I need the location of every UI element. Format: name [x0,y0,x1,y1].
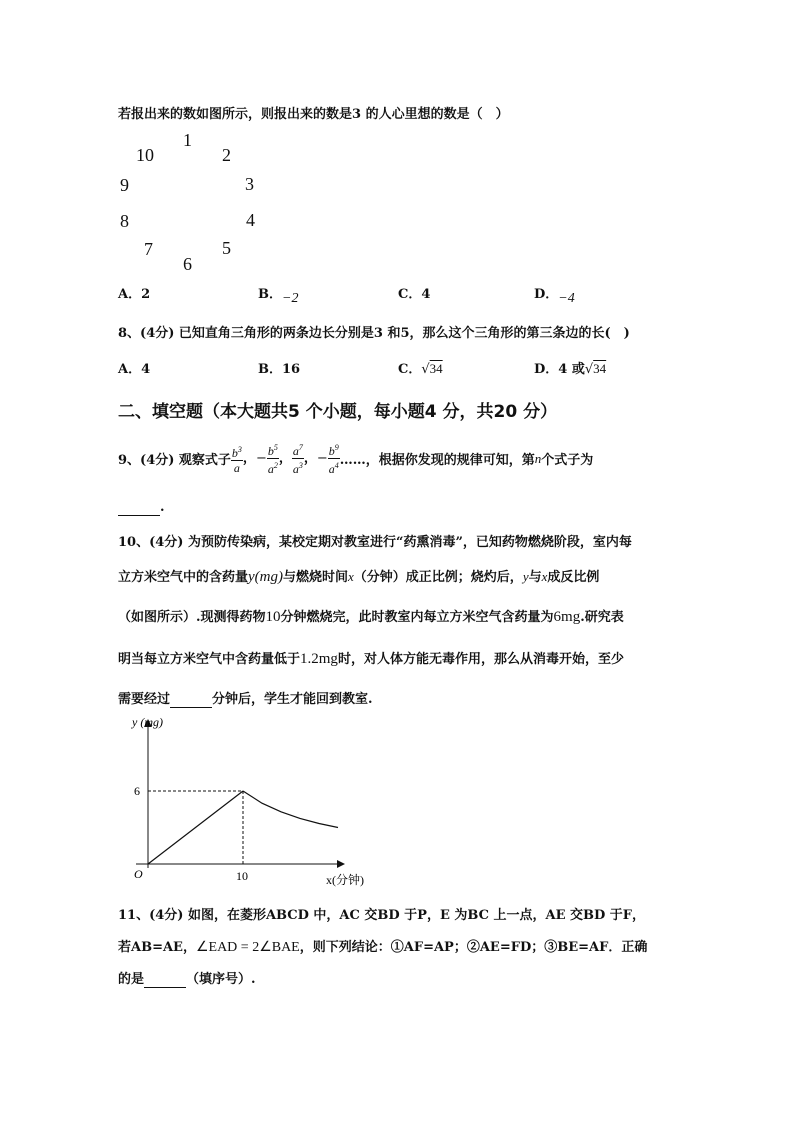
text: （填序号）. [186,972,256,987]
fraction: $\frac{b^5}{a^2}$ [267,443,278,476]
fraction: $\frac{a^7}{a^3}$ [292,443,303,476]
circle-number: 6 [183,254,192,274]
q8-stem: 8、(4分) 已知直角三角形的两条边长分别是3 和5，那么这个三角形的第三条边的长( ) [118,326,630,341]
q11-line3 [118,968,256,988]
option-label: C． [398,362,422,377]
circle-number: 9 [120,175,129,195]
x-axis-label: x(分钟) [326,873,364,887]
math: x [348,569,354,584]
text: .研究表 [580,610,624,625]
math: x [541,569,548,584]
circle-number: 8 [120,211,129,231]
q7-option-c[interactable]: C．4 [398,287,431,302]
text: 成反比例 [547,570,600,585]
q9-stem [118,441,593,476]
q8-option-a[interactable]: A．4 [118,362,151,377]
answer-blank[interactable] [170,692,212,708]
answer-blank[interactable] [144,972,186,988]
q7-option-d[interactable] [534,283,575,306]
circle-number: 4 [246,210,255,230]
minus-sign: − [316,451,328,466]
text: （如图所示）.现测得药物 [118,610,266,625]
q10-line5 [118,688,373,708]
text: 时，对人体方能无毒作用，那么从消毒开始，至少 [337,652,624,667]
text: 若AB=AE， [118,940,196,955]
math: ∠EAD = 2∠BAE [195,940,300,955]
x-tick-label: 10 [236,869,248,883]
sqrt-radicand: 34 [429,361,443,376]
math: y(mg) [248,569,283,585]
q10-line2 [118,566,599,586]
q11-line1: 11、(4分) 如图，在菱形ABCD 中，AC 交BD 于P，E 为BC 上一点，AE 交BD 于F， [118,908,646,923]
circle-number: 5 [222,238,231,258]
section-heading: 二、填空题（本大题共5 个小题，每小题4 分，共20 分） [118,402,558,422]
q8-option-d[interactable] [534,358,606,377]
circle-number: 3 [245,174,254,194]
circle-number: 7 [144,239,153,259]
q10-line4 [118,648,624,668]
q9-prefix: 9、(4分) 观察式子 [118,453,231,468]
circle-number: 10 [136,145,154,165]
sqrt-sign: √ [584,362,594,377]
text: 与 [528,570,542,585]
sqrt-radicand: 34 [593,361,607,376]
math: 10 [265,609,281,625]
circle-number: 2 [222,145,231,165]
y-axis-label: y (mg) [132,715,163,729]
answer-blank[interactable] [118,500,160,516]
q11-line2 [118,936,647,956]
text: 分钟燃烧完，此时教室内每立方米空气含药量为 [280,610,554,625]
q10-line3 [118,606,624,626]
q9-n: n [534,450,542,466]
origin-label: O [134,867,143,881]
text: （分钟）成正比例；烧灼后， [353,570,523,585]
math: y [522,569,529,584]
q7-option-a[interactable]: A．2 [118,287,151,302]
separator: ， [242,451,256,466]
text: 的是 [118,972,145,987]
text: 立方米空气中的含药量 [118,570,249,585]
option-value: −4 [558,291,575,306]
q7-option-b[interactable] [258,283,299,306]
proportional-segment [148,791,243,864]
fraction: $\frac{b^3}{a}$ [231,444,242,475]
separator: ， [303,451,317,466]
text: 需要经过 [118,692,171,707]
separator: ， [278,451,292,466]
y-tick-label: 6 [134,784,140,798]
minus-sign: − [255,451,267,466]
q9-answer[interactable] [118,500,165,516]
period: . [160,500,165,515]
text: 与燃烧时间 [283,570,349,585]
q10-line1: 10、(4分) 为预防传染病，某校定期对教室进行“药熏消毒”，已知药物燃烧阶段，室内每 [118,535,632,550]
circle-number: 1 [183,130,192,150]
fraction: $\frac{b^9}{a^4}$ [328,443,339,476]
option-label: B． [258,287,282,302]
sqrt-sign: √ [421,362,430,377]
q9-suffix-a: ……，根据你发现的规律可知，第 [339,453,535,468]
q9-suffix-b: 个式子为 [541,453,594,468]
text: 分钟后，学生才能回到教室. [212,692,373,707]
math: 6mg [553,609,581,625]
text: 明当每立方米空气中含药量低于 [118,652,301,667]
inverse-curve [243,791,338,828]
text: ，则下列结论：①AF=AP；②AE=FD；③BE=AF．正确 [299,940,648,955]
option-label: D． [534,287,559,302]
q10-graph [112,712,364,892]
q7-stem: 若报出来的数如图所示，则报出来的数是3 的人心里想的数是（ ） [118,107,509,122]
q8-option-b[interactable]: B．16 [258,362,301,377]
q9-fractions [231,441,340,476]
option-value: −2 [282,291,299,306]
option-label: D．4 或 [534,362,585,377]
q8-option-c[interactable] [398,358,443,377]
math: 1.2mg [300,651,338,667]
